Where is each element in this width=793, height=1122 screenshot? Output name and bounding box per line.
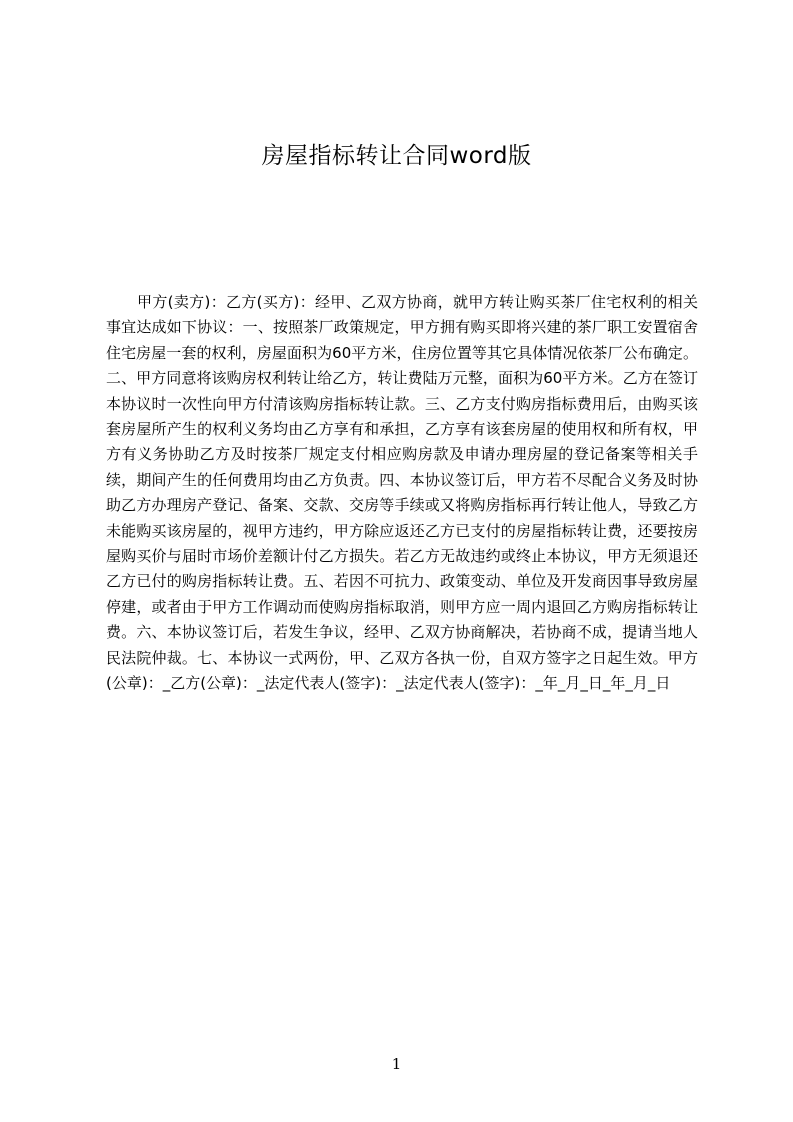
document-title: 房屋指标转让合同word版 — [261, 143, 532, 169]
contract-paragraph: 甲方(卖方)：乙方(买方)：经甲、乙双方协商，就甲方转让购买茶厂住宅权利的相关事宜达成如下协议：一、按照茶厂政策规定，甲方拥有购买即将兴建的茶厂职工安置宿舍住宅房屋一套的权利，房屋面积为60平方米，住房位置等其它具体情况依茶厂公布确定。二、甲方同意将该购房权利转让给乙方，转让费陆万元整，面积为60平方米。乙方在签订本协议时一次性向甲方付清该购房指标转让款。三、乙方支付购房指标费用后，由购买该套房屋所产生的权利义务均由乙方享有和承担，乙方享有该套房屋的使用权和所有权，甲方有义务协助乙方及时按茶厂规定支付相应购房款及申请办理房屋的登记备案等相关手续，期间产生的任何费用均由乙方负责。四、本协议签订后，甲方若不尽配合义务及时协助乙方办理房产登记、备案、交款、交房等手续或又将购房指标再行转让他人，导致乙方未能购买该房屋的，视甲方违约，甲方除应返还乙方已支付的房屋指标转让费，还要按房屋购买价与届时市场价差额计付乙方损失。若乙方无故违约或终止本协议，甲方无须退还乙方已付的购房指标转让费。五、若因不可抗力、政策变动、单位及开发商因事导致房屋停建，或者由于甲方工作调动而使购房指标取消，则甲方应一周内退回乙方购房指标转让费。六、本协议签订后，若发生争议，经甲、乙双方协商解决，若协商不成，提请当地人民法院仲裁。七、本协议一式两份，甲、乙双方各执一份，自双方签字之日起生效。甲方(公章)：_乙方(公章)：_法定代表人(签字)：_法定代表人(签字)：_年_月_日_年_月_日 — [106, 293, 698, 693]
page-number: 1 — [391, 1055, 402, 1073]
document-body — [106, 290, 698, 697]
